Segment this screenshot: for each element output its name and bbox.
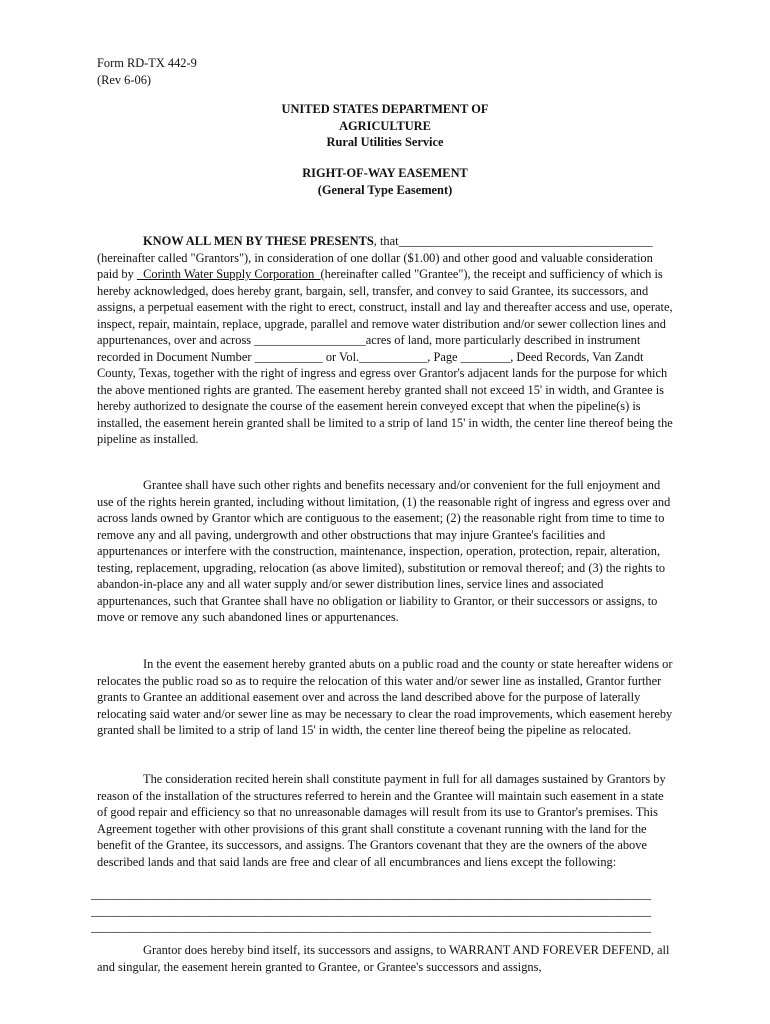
consideration-paragraph [97,771,673,870]
rights-paragraph [97,477,673,626]
form-number: Form RD-TX 442-9 [97,56,197,70]
document-subtitle: (General Type Easement) [317,182,453,197]
agency-line-2: AGRICULTURE [339,118,431,133]
opening-phrase: KNOW ALL MEN BY THESE PRESENTS [143,234,374,248]
warranty-paragraph [97,942,673,975]
grantee-name: Corinth Water Supply Corporation [136,267,321,281]
blank-line: ____________________________________________________________________________________________________ [91,887,651,901]
agency-heading [0,101,770,151]
blank-line: ____________________________________________________________________________________________________ [91,903,651,918]
document-title: RIGHT-OF-WAY EASEMENT [302,166,468,180]
relocation-text: In the event the easement hereby granted abuts on a public road and the county or state hereafter widens or relocates the public road so as to require the relocation of this water and/or sewer line as installed, Grantor further grants to Grantee an additional easement over and across the land described above for the purpose of laterally relocating said water and/or sewer line as may be necessary to clear the road improvements, which easement hereby granted shall be limited to a strip of land 15' in width, the center line thereof being the pipeline as relocated. [97,657,673,737]
form-identifier [97,55,197,88]
blank-line: ____________________________________________________________________________________________________ [91,920,651,934]
relocation-paragraph [97,656,673,739]
grant-text-2: (hereinafter called "Grantee"), the receipt and sufficiency of which is hereby acknowledged, does hereby grant, bargain, sell, transfer, and convey to said Grantee, its successors, and assigns, a perpetual easement with the right to erect, construct, install and lay and thereafter access and use, operate, inspect, repair, maintain, replace, upgrade, parallel and remove water distribution and/or sewer collection lines and appurtenances, over and across __________________acres of land, more particularly described in instrument recorded in Document Number ___________ or Vol.___________, Page ________, Deed Records, Van Zandt County, Texas, together with the right of ingress and egress over Grantor's adjacent lands for the purpose for which the above mentioned rights are granted. The easement hereby granted shall not exceed 15' in width, and Grantee is hereby authorized to designate the course of the easement herein conveyed except that when the pipeline(s) is installed, the easement herein granted shall be limited to a strip of land 15' in width, the center line thereof being the pipeline as installed. [97,267,673,446]
warranty-text: Grantor does hereby bind itself, its successors and assigns, to WARRANT AND FOREVER DEFEND, all and singular, the easement herein granted to Grantee, or Grantee's successors and assigns, [97,943,670,974]
agency-line-1: UNITED STATES DEPARTMENT OF [281,102,489,116]
rights-text: Grantee shall have such other rights and benefits necessary and/or convenient for the full enjoyment and use of the rights herein granted, including without limitation, (1) the reasonable right of ingress and egress over and across lands owned by Grantor which are contiguous to the easement; (2) the reasonable right from time to time to remove any and all paving, undergrowth and other obstructions that may injure Grantee's facilities and appurtenances or interfere with the construction, maintenance, inspection, operation, protection, repair, alteration, testing, replacement, upgrading, relocation (as above limited), substitution or removal thereof; and (3) the rights to abandon-in-place any and all water supply and/or sewer distribution lines, service lines and associated appurtenances, such that Grantee shall have no obligation or liability to Grantor, or their successors or assigns, to move or remove any such abandoned lines or appurtenances. [97,478,671,624]
consideration-text: The consideration recited herein shall constitute payment in full for all damages sustained by Grantors by reason of the installation of the structures referred to herein and the Grantee will maintain such easement in a state of good repair and efficiency so that no unreasonable damages will result from its use to Grantor's premises. This Agreement together with other provisions of this grant shall constitute a covenant running with the land for the benefit of the Grantee, its successors, and assigns. The Grantors covenant that they are the owners of the above described lands and that said lands are free and clear of all encumbrances and liens except the following: [97,772,666,869]
document-title-block [0,165,770,198]
grant-paragraph [97,233,673,448]
encumbrance-blank-lines [91,886,681,936]
service-name: Rural Utilities Service [326,135,444,149]
form-revision: (Rev 6-06) [97,72,152,87]
grant-text-1: , that_________________________________________ (hereinafter called "Grantors"), in consideration of one dollar ($1.00) and other good and valuable consideration paid by [97,234,653,281]
